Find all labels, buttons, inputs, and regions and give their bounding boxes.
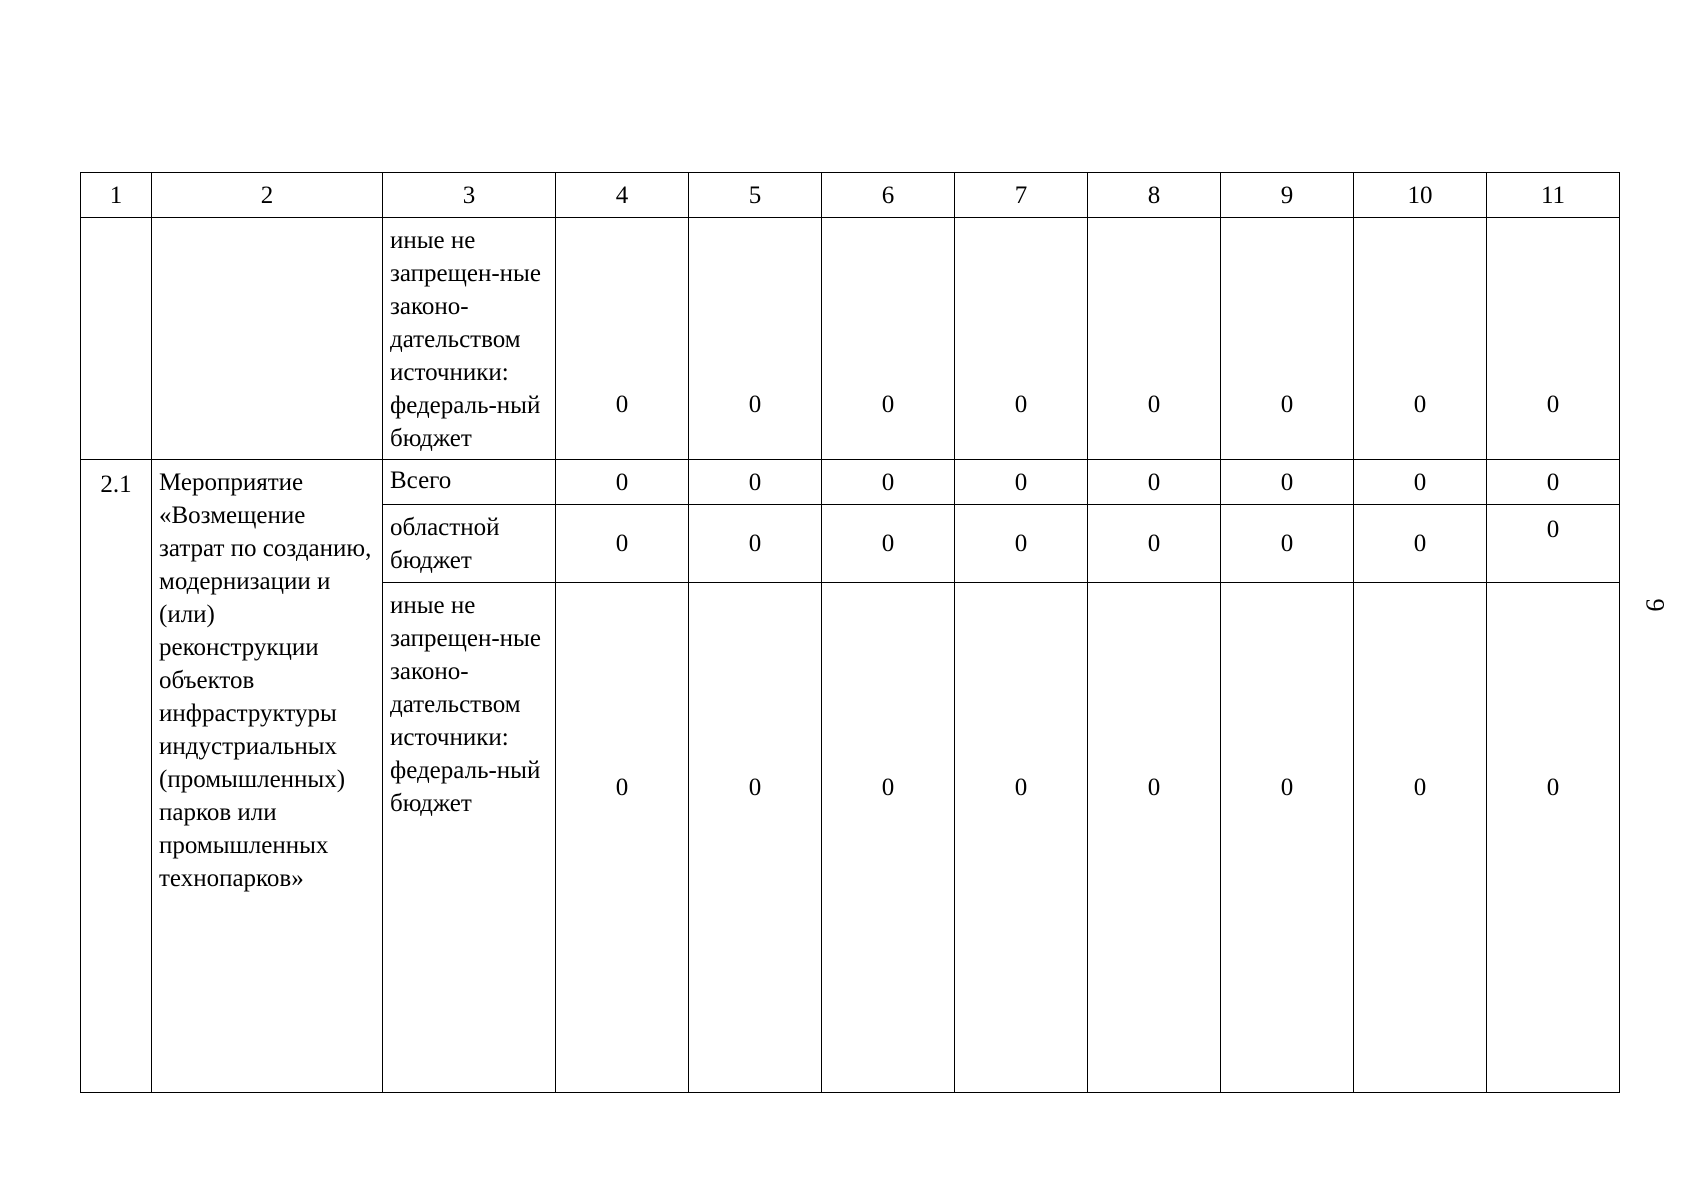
value-cell: 0: [1221, 460, 1354, 505]
value-cell: 0: [556, 218, 689, 460]
value-cell: 0: [556, 505, 689, 583]
value-cell: 0: [1221, 583, 1354, 1093]
value-cell: 0: [822, 505, 955, 583]
value-cell: 0: [1354, 505, 1487, 583]
value-cell: 0: [689, 460, 822, 505]
col-header-6: 6: [822, 173, 955, 218]
page-number: 9: [1640, 598, 1670, 612]
value-cell: 0: [1088, 218, 1221, 460]
empty-cell: [81, 218, 152, 460]
value-cell: 0: [689, 505, 822, 583]
value-cell: 0: [1487, 505, 1620, 583]
col-header-1: 1: [81, 173, 152, 218]
value-cell: 0: [1221, 505, 1354, 583]
value-cell: 0: [1487, 218, 1620, 460]
col-header-4: 4: [556, 173, 689, 218]
value-cell: 0: [955, 218, 1088, 460]
value-cell: 0: [689, 583, 822, 1093]
value-cell: 0: [1088, 460, 1221, 505]
value-cell: 0: [822, 460, 955, 505]
value-cell: 0: [556, 583, 689, 1093]
value-cell: 0: [1487, 583, 1620, 1093]
header-row: [81, 173, 1620, 218]
value-cell: 0: [955, 460, 1088, 505]
funding-table: [80, 172, 1620, 1093]
value-cell: 0: [689, 218, 822, 460]
col-header-5: 5: [689, 173, 822, 218]
col-header-3: 3: [383, 173, 556, 218]
col-header-10: 10: [1354, 173, 1487, 218]
funding-source-cell: иные не запрещен-ные законо-дательством источники: федераль-ный бюджет: [383, 218, 556, 460]
value-cell: 0: [822, 583, 955, 1093]
funding-source-cell: иные не запрещен-ные законо-дательством источники: федераль-ный бюджет: [383, 583, 556, 1093]
value-cell: 0: [1221, 218, 1354, 460]
value-cell: 0: [1088, 583, 1221, 1093]
value-cell: 0: [1088, 505, 1221, 583]
col-header-8: 8: [1088, 173, 1221, 218]
item-name: Мероприятие «Возмещение затрат по созданию, модернизации и (или) реконструкции объектов инфраструктуры индустриальных (промышленных) парков или промышленных технопарков»: [152, 460, 383, 1093]
table-row: [81, 460, 1620, 505]
value-cell: 0: [1487, 460, 1620, 505]
col-header-11: 11: [1487, 173, 1620, 218]
table-row: [81, 218, 1620, 460]
value-cell: 0: [955, 505, 1088, 583]
value-cell: 0: [822, 218, 955, 460]
item-number: 2.1: [81, 460, 152, 1093]
value-cell: 0: [1354, 583, 1487, 1093]
value-cell: 0: [955, 583, 1088, 1093]
funding-source-cell: областной бюджет: [383, 505, 556, 583]
funding-source-cell: Всего: [383, 460, 556, 505]
value-cell: 0: [556, 460, 689, 505]
empty-cell: [152, 218, 383, 460]
col-header-9: 9: [1221, 173, 1354, 218]
value-cell: 0: [1354, 460, 1487, 505]
col-header-2: 2: [152, 173, 383, 218]
value-cell: 0: [1354, 218, 1487, 460]
col-header-7: 7: [955, 173, 1088, 218]
